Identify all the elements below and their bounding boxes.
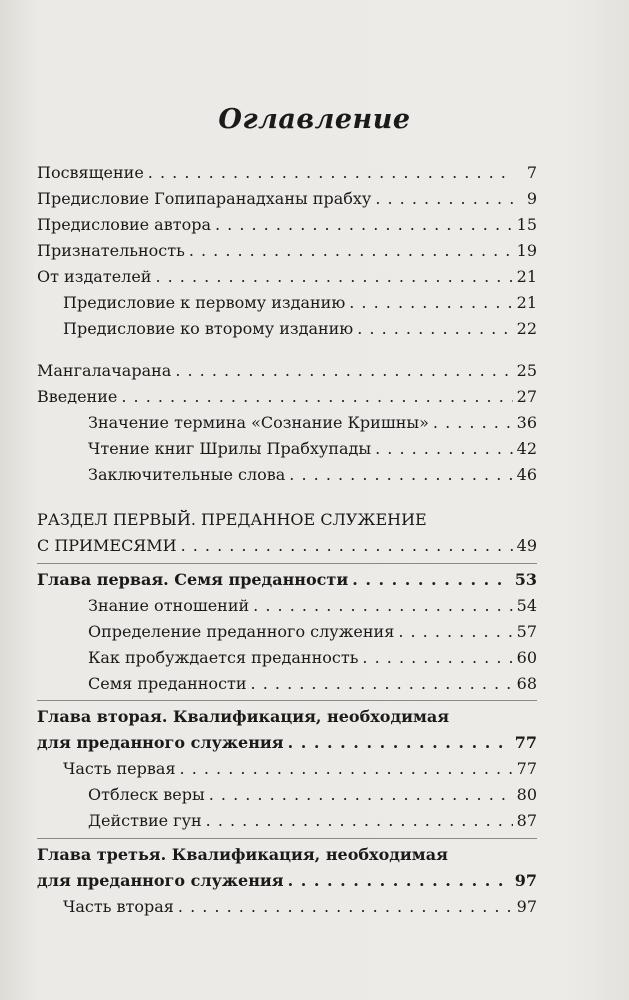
toc-entry-label: Часть первая — [63, 759, 176, 778]
toc-page-number: 46 — [516, 465, 537, 484]
divider — [37, 563, 537, 564]
toc-page-number: 97 — [516, 897, 537, 916]
toc-page-number: 77 — [514, 733, 537, 752]
chapter-label: Глава первая. Семя преданности — [37, 570, 349, 589]
toc-entry — [88, 411, 537, 435]
leader-dots — [121, 385, 512, 409]
toc-page-number: 7 — [526, 163, 537, 182]
toc-entry — [63, 317, 537, 341]
toc-entry-label: Предисловие к первому изданию — [63, 293, 346, 312]
divider — [37, 838, 537, 839]
toc-page-number: 9 — [526, 189, 537, 208]
toc-entry — [37, 239, 537, 263]
leader-dots — [148, 161, 513, 185]
toc-entry-label: Часть вторая — [63, 897, 174, 916]
toc-entry — [88, 620, 537, 644]
leader-dots — [288, 869, 511, 893]
toc-entry-label: Отблеск веры — [88, 785, 205, 804]
toc-entry — [37, 161, 537, 185]
leader-dots — [288, 731, 511, 755]
toc-page-number: 87 — [516, 811, 537, 830]
leader-dots — [155, 265, 512, 289]
leader-dots — [253, 594, 512, 618]
leader-dots — [398, 620, 512, 644]
toc-page-number: 22 — [516, 319, 537, 338]
toc-page-number: 53 — [514, 570, 537, 589]
page-title: Оглавление — [218, 104, 411, 135]
toc-entry-label: Мангалачарана — [37, 361, 172, 380]
toc-entry-label: Действие гун — [88, 811, 202, 830]
toc-entry-label: Заключительные слова — [88, 465, 286, 484]
toc-page-number: 15 — [516, 215, 537, 234]
toc-entry-label: Введение — [37, 387, 118, 406]
toc-chapter-line1 — [37, 843, 537, 867]
toc-entry-label: Чтение книг Шрилы Прабхупады — [88, 439, 372, 458]
leader-dots — [375, 437, 513, 461]
chapter-label-cont: для преданного служения — [37, 871, 284, 890]
toc-chapter — [37, 731, 537, 755]
toc-entry — [37, 187, 537, 211]
toc-page-number: 36 — [516, 413, 537, 432]
toc-entry-label: Предисловие Гопипаранадханы прабху — [37, 189, 372, 208]
toc-page-number: 57 — [516, 622, 537, 641]
toc-chapter-line1 — [37, 705, 537, 729]
toc-entry-label: От издателей — [37, 267, 152, 286]
leader-dots — [209, 783, 513, 807]
leader-dots — [251, 672, 513, 696]
leader-dots — [375, 187, 513, 211]
toc-entry — [88, 594, 537, 618]
leader-dots — [289, 463, 512, 487]
toc-entry — [88, 809, 537, 833]
toc-entry — [37, 265, 537, 289]
leader-dots — [433, 411, 513, 435]
toc-entry — [37, 359, 537, 383]
leader-dots — [349, 291, 512, 315]
chapter-label-cont: для преданного служения — [37, 733, 284, 752]
leader-dots — [178, 895, 513, 919]
leader-dots — [181, 534, 513, 558]
toc-entry-label: Значение термина «Сознание Кришны» — [88, 413, 429, 432]
toc-page-number: 21 — [516, 267, 537, 286]
toc-entry-label: Предисловие ко второму изданию — [63, 319, 354, 338]
toc-entry — [63, 291, 537, 315]
toc-entry-label: Знание отношений — [88, 596, 250, 615]
toc-page-number: 19 — [516, 241, 537, 260]
section-heading-label: РАЗДЕЛ ПЕРВЫЙ. ПРЕДАННОЕ СЛУЖЕНИЕ — [37, 510, 427, 529]
toc-entry-label: Посвящение — [37, 163, 144, 182]
toc-entry-label: Как пробуждается преданность — [88, 648, 359, 667]
toc-entry — [63, 895, 537, 919]
toc-entry — [88, 437, 537, 461]
leader-dots — [215, 213, 513, 237]
toc-entry-label: Признательность — [37, 241, 185, 260]
toc-entry-label: Семя преданности — [88, 674, 247, 693]
toc-page-number: 42 — [516, 439, 537, 458]
toc-page-number: 21 — [516, 293, 537, 312]
chapter-label: Глава вторая. Квалификация, необходимая — [37, 707, 450, 726]
toc-entry-label: Определение преданного служения — [88, 622, 395, 641]
toc-page-number: 25 — [516, 361, 537, 380]
toc-page-number: 68 — [516, 674, 537, 693]
leader-dots — [362, 646, 512, 670]
toc-entry — [88, 646, 537, 670]
leader-dots — [175, 359, 512, 383]
toc-chapter — [37, 869, 537, 893]
toc-page-number: 49 — [516, 536, 537, 555]
leader-dots — [189, 239, 513, 263]
leader-dots — [352, 568, 511, 592]
toc-entry — [37, 385, 537, 409]
divider — [37, 700, 537, 701]
section-heading-label-cont: С ПРИМЕСЯМИ — [37, 536, 177, 555]
toc-page-number: 97 — [514, 871, 537, 890]
toc-entry — [88, 463, 537, 487]
toc-page-number: 80 — [516, 785, 537, 804]
toc-entry — [37, 213, 537, 237]
toc-entry — [88, 783, 537, 807]
toc-chapter — [37, 568, 537, 592]
toc-page-number: 54 — [516, 596, 537, 615]
toc-page-number: 27 — [516, 387, 537, 406]
toc-entry — [37, 534, 537, 558]
toc-page-number: 77 — [516, 759, 537, 778]
leader-dots — [180, 757, 513, 781]
toc-entry — [88, 672, 537, 696]
leader-dots — [206, 809, 513, 833]
toc-page-number: 60 — [516, 648, 537, 667]
section-heading-line1 — [37, 508, 537, 532]
toc-entry-label: Предисловие автора — [37, 215, 211, 234]
toc-entry — [63, 757, 537, 781]
chapter-label: Глава третья. Квалификация, необходимая — [37, 845, 448, 864]
leader-dots — [357, 317, 512, 341]
